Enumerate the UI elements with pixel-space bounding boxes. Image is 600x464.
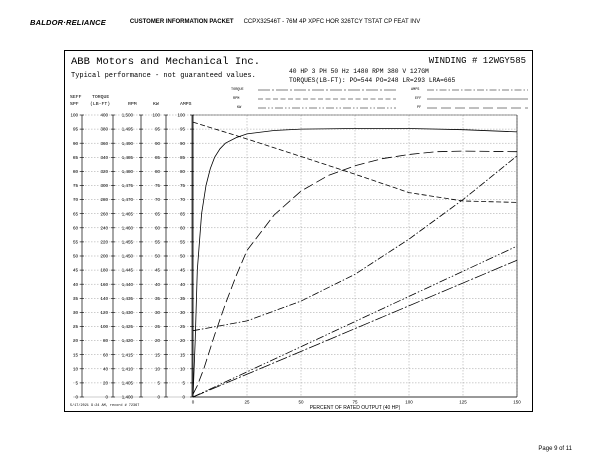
scale-tick-label: 220 [100, 239, 108, 245]
scale-tick-label: 15 [154, 352, 160, 358]
legend-eff-label: EFF [415, 97, 422, 101]
scale-tick-label: 90 [154, 140, 160, 146]
scale-tick-label: 35 [179, 295, 185, 301]
scale-tick-label: 1,500 [121, 112, 133, 118]
scale-tick-label: 85 [154, 154, 160, 160]
header-unit: %PF [70, 102, 79, 107]
scale-tick-label: 95 [179, 126, 185, 132]
scale-tick-label: 50 [179, 253, 185, 259]
motor-spec: 40 HP 3 PH 50 Hz 1480 RPM 380 V 127GM [289, 68, 429, 75]
scale-tick-label: 70 [154, 197, 160, 203]
scale-tick-label: 80 [72, 169, 78, 174]
scale-tick-label: 45 [72, 267, 78, 273]
scale-tick-label: 10 [154, 366, 160, 372]
scale-tick-label: 1,445 [121, 267, 133, 273]
scale-tick-label: 0 [157, 394, 160, 400]
legend-pf-label: PF [417, 106, 422, 110]
scale-tick-label: 55 [72, 239, 78, 245]
brand-logo: BALDOR·RELIANCE [30, 17, 106, 27]
scale-tick-label: 85 [179, 154, 185, 160]
scale-tick-label: 70 [179, 197, 185, 203]
scale-tick-label: 1,405 [121, 380, 133, 386]
scale-tick-label: 30 [179, 310, 185, 315]
scale-tick-label: 35 [154, 295, 160, 301]
scale-tick-label: 15 [179, 352, 185, 358]
scale-tick-label: 25 [154, 324, 160, 330]
scale-tick-label: 1,420 [121, 338, 133, 344]
scale-tick-label: 55 [154, 239, 160, 245]
scale-tick-label: 360 [100, 140, 108, 146]
scale-tick-label: 1,465 [121, 211, 133, 217]
scale-tick-label: 400 [100, 112, 108, 118]
x-tick-label: 125 [459, 399, 467, 405]
x-tick-label: 150 [513, 399, 521, 405]
winding-label: WINDING # 12WGY585 [428, 56, 526, 66]
scale-tick-label: 0 [105, 394, 108, 400]
scale-tick-label: 95 [154, 126, 160, 132]
scale-tick-label: 300 [100, 183, 108, 189]
scale-tick-label: 60 [72, 225, 78, 231]
scale-tick-label: 1,425 [121, 324, 133, 330]
scale-tick-label: 90 [179, 140, 185, 146]
scale-tick-label: 60 [102, 352, 108, 358]
legend-torque-label: TORQUE [231, 88, 244, 92]
document-title: CUSTOMER INFORMATION PACKET [129, 19, 234, 25]
chart-footnote: 5/17/2021 9:24 AM, record # 72367 [70, 404, 140, 408]
scale-tick-label: 80 [179, 169, 185, 174]
header-torque: TORQUE [92, 95, 110, 100]
scale-tick-label: 1,485 [121, 154, 133, 160]
scale-tick-label: 1,480 [121, 169, 133, 174]
scale-tick-label: 320 [100, 169, 108, 174]
scale-tick-label: 75 [154, 183, 160, 189]
scale-tick-label: 260 [100, 211, 108, 217]
scale-tick-label: 15 [72, 352, 78, 358]
header-eff: %EFF [70, 95, 82, 100]
scale-tick-label: 65 [154, 211, 160, 217]
x-tick-label: 25 [244, 399, 250, 405]
legend-amps-label: AMPS [411, 88, 420, 92]
scale-tick-label: 100 [152, 112, 160, 118]
scale-tick-label: 1,495 [121, 126, 133, 132]
scale-tick-label: 40 [179, 281, 185, 287]
scale-tick-label: 60 [154, 225, 160, 231]
scale-tick-label: 80 [154, 169, 160, 174]
scale-tick-label: 5 [75, 380, 78, 386]
scale-tick-label: 40 [72, 281, 78, 287]
scale-tick-label: 1,470 [121, 197, 133, 203]
scale-tick-label: 1,460 [121, 225, 133, 231]
scale-tick-label: 1,475 [121, 183, 133, 189]
scale-tick-label: 280 [100, 197, 108, 203]
scale-tick-label: 60 [179, 225, 185, 231]
torque-values: TORQUES(LB-FT): PO=544 PO=248 LR=293 LRA=665 [289, 77, 456, 84]
scale-tick-label: 40 [102, 366, 108, 372]
scale-tick-label: 100 [100, 324, 108, 330]
scale-tick-label: 1,430 [121, 310, 133, 315]
scale-tick-label: 5 [157, 380, 160, 386]
header-unit: RPM [128, 102, 137, 107]
scale-tick-label: 10 [179, 366, 185, 372]
scale-tick-label: 30 [154, 310, 160, 315]
scale-tick-label: 20 [102, 380, 108, 386]
scale-tick-label: 100 [177, 112, 185, 118]
chart-company: ABB Motors and Mechanical Inc. [71, 56, 261, 68]
product-description: CCPX32546T - 76M 4P XPFC HOR 326TCY TSTAT CP FEAT INV [243, 19, 421, 25]
scale-tick-label: 200 [100, 253, 108, 259]
scale-tick-label: 30 [72, 310, 78, 315]
scale-tick-label: 0 [182, 394, 185, 400]
x-tick-label: 75 [352, 399, 358, 405]
scale-tick-label: 90 [72, 140, 78, 146]
scale-tick-label: 5 [182, 380, 185, 386]
scale-tick-label: 120 [100, 310, 108, 315]
scale-tick-label: 1,490 [121, 140, 133, 146]
scale-tick-label: 35 [72, 295, 78, 301]
scale-tick-label: 80 [102, 338, 108, 344]
scale-tick-label: 1,435 [121, 295, 133, 301]
scale-tick-label: 25 [72, 324, 78, 330]
x-axis-label: PERCENT OF RATED OUTPUT (40 HP) [309, 405, 401, 411]
header-unit: KW [153, 102, 159, 107]
x-tick-label: 100 [405, 399, 413, 405]
scale-tick-label: 75 [179, 183, 185, 189]
page-number: Page 9 of 11 [538, 446, 572, 452]
scale-tick-label: 160 [100, 281, 108, 287]
scale-tick-label: 85 [72, 154, 78, 160]
scale-tick-label: 20 [154, 338, 160, 344]
scale-tick-label: 20 [179, 338, 185, 344]
scale-tick-label: 70 [72, 197, 78, 203]
scale-tick-label: 1,415 [121, 352, 133, 358]
scale-tick-label: 180 [100, 267, 108, 273]
scale-tick-label: 10 [72, 366, 78, 372]
scale-tick-label: 50 [154, 253, 160, 259]
scale-tick-label: 1,450 [121, 253, 133, 259]
scale-tick-label: 95 [72, 126, 78, 132]
scale-tick-label: 40 [154, 281, 160, 287]
scale-tick-label: 20 [72, 338, 78, 344]
scale-tick-label: 240 [100, 225, 108, 231]
legend-rpm-label: RPM [233, 97, 240, 101]
scale-tick-label: 380 [100, 126, 108, 132]
scale-tick-label: 1,440 [121, 281, 133, 287]
scale-tick-label: 1,455 [121, 239, 133, 245]
x-tick-label: 50 [298, 399, 304, 405]
scale-tick-label: 45 [179, 267, 185, 273]
scale-tick-label: 0 [75, 394, 78, 400]
scale-tick-label: 75 [72, 183, 78, 189]
legend-kw-label: KW [237, 106, 242, 110]
header-unit: AMPS [180, 102, 192, 107]
scale-tick-label: 65 [179, 211, 185, 217]
scale-tick-label: 50 [72, 253, 78, 259]
scale-tick-label: 65 [72, 211, 78, 217]
scale-tick-label: 45 [154, 267, 160, 273]
scale-tick-label: 100 [70, 112, 78, 118]
x-tick-label: 0 [191, 399, 195, 405]
scale-tick-label: 1,400 [121, 394, 133, 400]
scale-tick-label: 55 [179, 239, 185, 245]
scale-tick-label: 340 [100, 154, 108, 160]
scale-tick-label: 140 [100, 295, 108, 301]
chart-subtitle: Typical performance - not guaranteed values. [71, 72, 256, 80]
scale-tick-label: 25 [179, 324, 185, 330]
header-unit: (LB-FT) [90, 102, 111, 107]
scale-tick-label: 1,410 [121, 366, 133, 372]
